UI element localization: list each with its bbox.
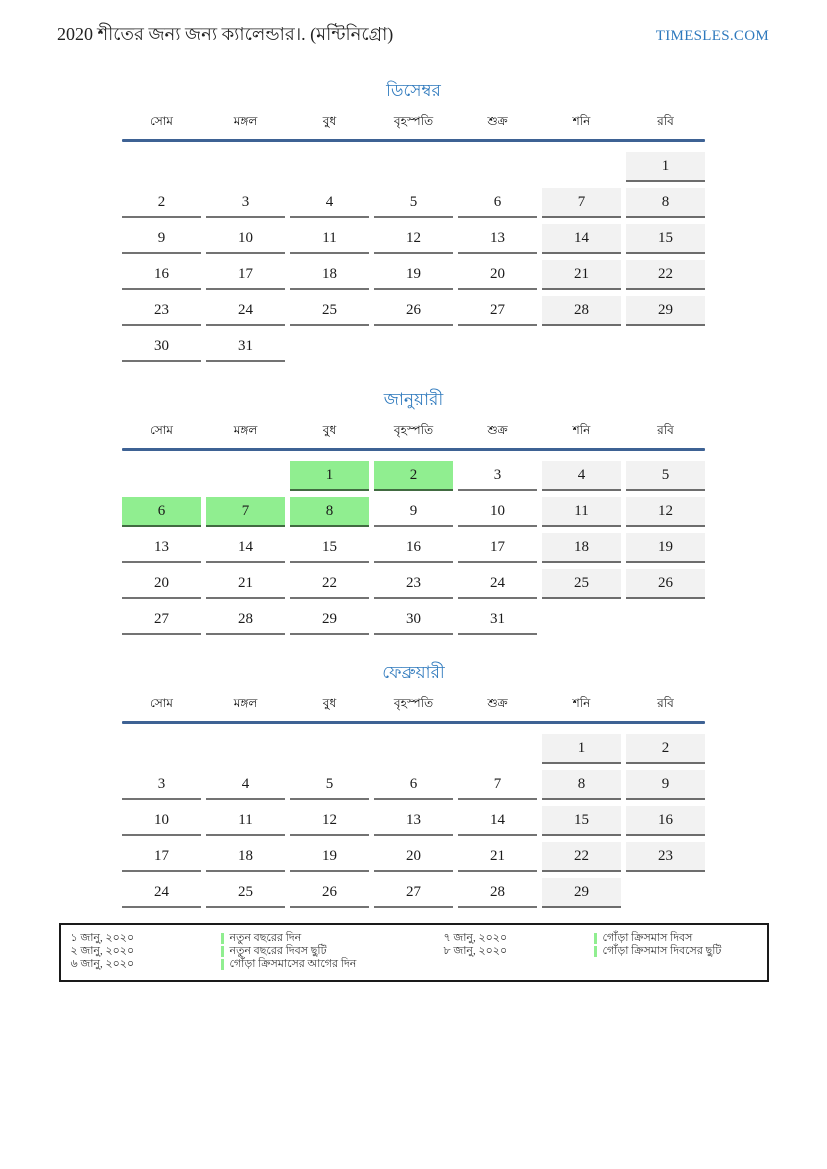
day-cell: 27 — [374, 878, 453, 908]
legend-label-text: নতুন বছরের দিন — [229, 932, 302, 944]
weekday-label: শুক্র — [487, 114, 508, 128]
day-cell: 13 — [458, 224, 537, 254]
day-cell-empty — [374, 332, 453, 360]
week-row — [122, 332, 705, 362]
day-cell-empty — [542, 605, 621, 633]
legend-label — [221, 945, 414, 958]
legend-date: ৮ জানু, ২০২০ — [443, 945, 508, 957]
day-cell-empty — [290, 332, 369, 360]
week-row — [122, 188, 705, 218]
day-cell: 15 — [290, 533, 369, 563]
day-cell-empty — [542, 332, 621, 360]
day-cell-empty — [458, 332, 537, 360]
day-cell: 4 — [206, 770, 285, 800]
day-cell: 21 — [542, 260, 621, 290]
holiday-marker-icon — [221, 959, 224, 970]
page-title: 2020 শীতের জন্য জন্য ক্যালেন্ডার।. (মন্টিনিগ্রো) — [57, 24, 394, 44]
day-cell: 20 — [122, 569, 201, 599]
day-cell: 24 — [458, 569, 537, 599]
legend-label-text: গোঁড়া ক্রিসমাস দিবসের ছুটি — [602, 945, 722, 957]
weeks-grid — [122, 461, 705, 635]
day-cell: 27 — [458, 296, 537, 326]
weekday-label: বুধ — [322, 423, 337, 437]
month-section — [122, 79, 705, 362]
day-cell: 25 — [290, 296, 369, 326]
day-cell: 29 — [542, 878, 621, 908]
day-cell: 22 — [542, 842, 621, 872]
day-cell: 9 — [122, 224, 201, 254]
weekday-header-row — [122, 113, 705, 139]
day-cell: 22 — [626, 260, 705, 290]
week-row — [122, 152, 705, 182]
day-cell: 8 — [290, 497, 369, 527]
legend-label-text: গোঁড়া ক্রিসমাসের আগের দিন — [229, 958, 357, 970]
day-cell: 7 — [458, 770, 537, 800]
day-cell: 15 — [626, 224, 705, 254]
week-row — [122, 224, 705, 254]
day-cell: 30 — [122, 332, 201, 362]
week-row — [122, 770, 705, 800]
week-row — [122, 569, 705, 599]
day-cell: 6 — [458, 188, 537, 218]
day-cell-empty — [374, 734, 453, 762]
legend-label — [221, 932, 414, 945]
weekday-label: শনি — [572, 423, 591, 437]
day-cell-empty — [458, 734, 537, 762]
weekday-label: মঙ্গল — [233, 114, 258, 128]
day-cell: 13 — [374, 806, 453, 836]
weekday-label: শনি — [572, 114, 591, 128]
day-cell: 2 — [122, 188, 201, 218]
month-title: জানুয়ারী — [383, 390, 444, 409]
week-row — [122, 461, 705, 491]
week-row — [122, 497, 705, 527]
day-cell: 10 — [122, 806, 201, 836]
weekday-label: রবি — [657, 696, 674, 710]
day-cell: 23 — [122, 296, 201, 326]
day-cell: 14 — [206, 533, 285, 563]
day-cell: 13 — [122, 533, 201, 563]
day-cell: 5 — [290, 770, 369, 800]
day-cell-empty — [626, 878, 705, 906]
weekday-label: মঙ্গল — [233, 423, 258, 437]
day-cell: 23 — [626, 842, 705, 872]
day-cell: 3 — [458, 461, 537, 491]
day-cell: 6 — [374, 770, 453, 800]
legend-label — [221, 958, 414, 971]
day-cell: 4 — [542, 461, 621, 491]
day-cell: 10 — [206, 224, 285, 254]
weekday-label: রবি — [657, 114, 674, 128]
weekday-label: মঙ্গল — [233, 696, 258, 710]
month-title: ফেব্রুয়ারী — [382, 663, 445, 682]
day-cell: 9 — [374, 497, 453, 527]
day-cell: 17 — [206, 260, 285, 290]
day-cell-empty — [542, 152, 621, 180]
day-cell-empty — [206, 734, 285, 762]
legend-column-right — [414, 932, 759, 971]
day-cell: 16 — [122, 260, 201, 290]
day-cell: 8 — [626, 188, 705, 218]
week-row — [122, 878, 705, 908]
month-section — [122, 388, 705, 635]
weekday-label: সোম — [150, 696, 173, 710]
day-cell: 27 — [122, 605, 201, 635]
month-title: ডিসেম্বর — [386, 81, 441, 100]
holiday-marker-icon — [594, 946, 597, 957]
day-cell: 3 — [122, 770, 201, 800]
week-row — [122, 296, 705, 326]
day-cell: 18 — [542, 533, 621, 563]
calendar-months — [122, 79, 705, 908]
day-cell: 24 — [122, 878, 201, 908]
day-cell: 4 — [290, 188, 369, 218]
day-cell-empty — [206, 461, 285, 489]
weekday-header-row — [122, 695, 705, 721]
weeks-grid — [122, 734, 705, 908]
day-cell: 26 — [290, 878, 369, 908]
day-cell: 22 — [290, 569, 369, 599]
legend-entry — [442, 945, 759, 958]
day-cell: 19 — [290, 842, 369, 872]
day-cell: 1 — [626, 152, 705, 182]
day-cell: 25 — [542, 569, 621, 599]
day-cell: 28 — [542, 296, 621, 326]
day-cell: 29 — [290, 605, 369, 635]
day-cell: 28 — [458, 878, 537, 908]
legend-date: ১ জানু, ২০২০ — [70, 932, 135, 944]
day-cell-empty — [206, 152, 285, 180]
day-cell: 16 — [374, 533, 453, 563]
day-cell: 14 — [542, 224, 621, 254]
weekday-label: বুধ — [322, 114, 337, 128]
day-cell: 19 — [374, 260, 453, 290]
week-row — [122, 842, 705, 872]
day-cell: 18 — [206, 842, 285, 872]
day-cell: 20 — [458, 260, 537, 290]
day-cell-empty — [290, 152, 369, 180]
day-cell: 21 — [206, 569, 285, 599]
day-cell: 14 — [458, 806, 537, 836]
weekday-label: বৃহস্পতি — [393, 423, 434, 437]
legend-entry — [69, 958, 414, 971]
weekday-label: সোম — [150, 423, 173, 437]
day-cell: 2 — [374, 461, 453, 491]
weekday-label: শুক্র — [487, 423, 508, 437]
day-cell: 6 — [122, 497, 201, 527]
legend-date: ৭ জানু, ২০২০ — [443, 932, 508, 944]
day-cell: 23 — [374, 569, 453, 599]
legend-entry — [442, 932, 759, 945]
day-cell: 5 — [626, 461, 705, 491]
holiday-legend — [59, 923, 769, 982]
day-cell: 28 — [206, 605, 285, 635]
weekday-label: বৃহস্পতি — [393, 696, 434, 710]
day-cell: 21 — [458, 842, 537, 872]
day-cell: 12 — [626, 497, 705, 527]
day-cell: 1 — [542, 734, 621, 764]
day-cell: 2 — [626, 734, 705, 764]
week-row — [122, 533, 705, 563]
site-link[interactable]: TIMESLES.COM — [655, 28, 769, 44]
day-cell-empty — [122, 461, 201, 489]
day-cell: 26 — [374, 296, 453, 326]
day-cell: 15 — [542, 806, 621, 836]
week-row — [122, 806, 705, 836]
legend-entry — [69, 932, 414, 945]
day-cell: 20 — [374, 842, 453, 872]
day-cell: 3 — [206, 188, 285, 218]
day-cell: 1 — [290, 461, 369, 491]
day-cell: 9 — [626, 770, 705, 800]
day-cell: 31 — [458, 605, 537, 635]
day-cell-empty — [626, 332, 705, 360]
day-cell: 10 — [458, 497, 537, 527]
day-cell-empty — [374, 152, 453, 180]
legend-label-text: নতুন বছরের দিবস ছুটি — [229, 945, 327, 957]
legend-date: ২ জানু, ২০২০ — [70, 945, 135, 957]
weekday-label: রবি — [657, 423, 674, 437]
header-rule — [122, 448, 705, 451]
legend-column-left — [69, 932, 414, 971]
week-row — [122, 605, 705, 635]
day-cell: 11 — [206, 806, 285, 836]
day-cell-empty — [122, 734, 201, 762]
day-cell: 29 — [626, 296, 705, 326]
day-cell-empty — [122, 152, 201, 180]
day-cell: 31 — [206, 332, 285, 362]
day-cell: 19 — [626, 533, 705, 563]
weeks-grid — [122, 152, 705, 362]
day-cell: 16 — [626, 806, 705, 836]
holiday-marker-icon — [221, 933, 224, 944]
weekday-label: সোম — [150, 114, 173, 128]
day-cell-empty — [290, 734, 369, 762]
day-cell: 25 — [206, 878, 285, 908]
day-cell-empty — [626, 605, 705, 633]
weekday-label: বৃহস্পতি — [393, 114, 434, 128]
day-cell: 5 — [374, 188, 453, 218]
legend-label — [594, 945, 759, 958]
holiday-marker-icon — [594, 933, 597, 944]
weekday-label: বুধ — [322, 696, 337, 710]
day-cell: 7 — [206, 497, 285, 527]
header-rule — [122, 139, 705, 142]
week-row — [122, 260, 705, 290]
day-cell: 8 — [542, 770, 621, 800]
legend-entry — [69, 945, 414, 958]
weekday-header-row — [122, 422, 705, 448]
day-cell: 7 — [542, 188, 621, 218]
day-cell: 24 — [206, 296, 285, 326]
day-cell: 18 — [290, 260, 369, 290]
day-cell: 30 — [374, 605, 453, 635]
week-row — [122, 734, 705, 764]
day-cell: 12 — [290, 806, 369, 836]
page-header — [0, 0, 827, 51]
day-cell: 11 — [290, 224, 369, 254]
day-cell: 17 — [122, 842, 201, 872]
legend-date: ৬ জানু, ২০২০ — [70, 958, 135, 970]
day-cell: 26 — [626, 569, 705, 599]
day-cell-empty — [458, 152, 537, 180]
month-section — [122, 661, 705, 908]
legend-label-text: গোঁড়া ক্রিসমাস দিবস — [602, 932, 693, 944]
day-cell: 17 — [458, 533, 537, 563]
holiday-marker-icon — [221, 946, 224, 957]
weekday-label: শনি — [572, 696, 591, 710]
weekday-label: শুক্র — [487, 696, 508, 710]
day-cell: 11 — [542, 497, 621, 527]
header-rule — [122, 721, 705, 724]
day-cell: 12 — [374, 224, 453, 254]
legend-label — [594, 932, 759, 945]
